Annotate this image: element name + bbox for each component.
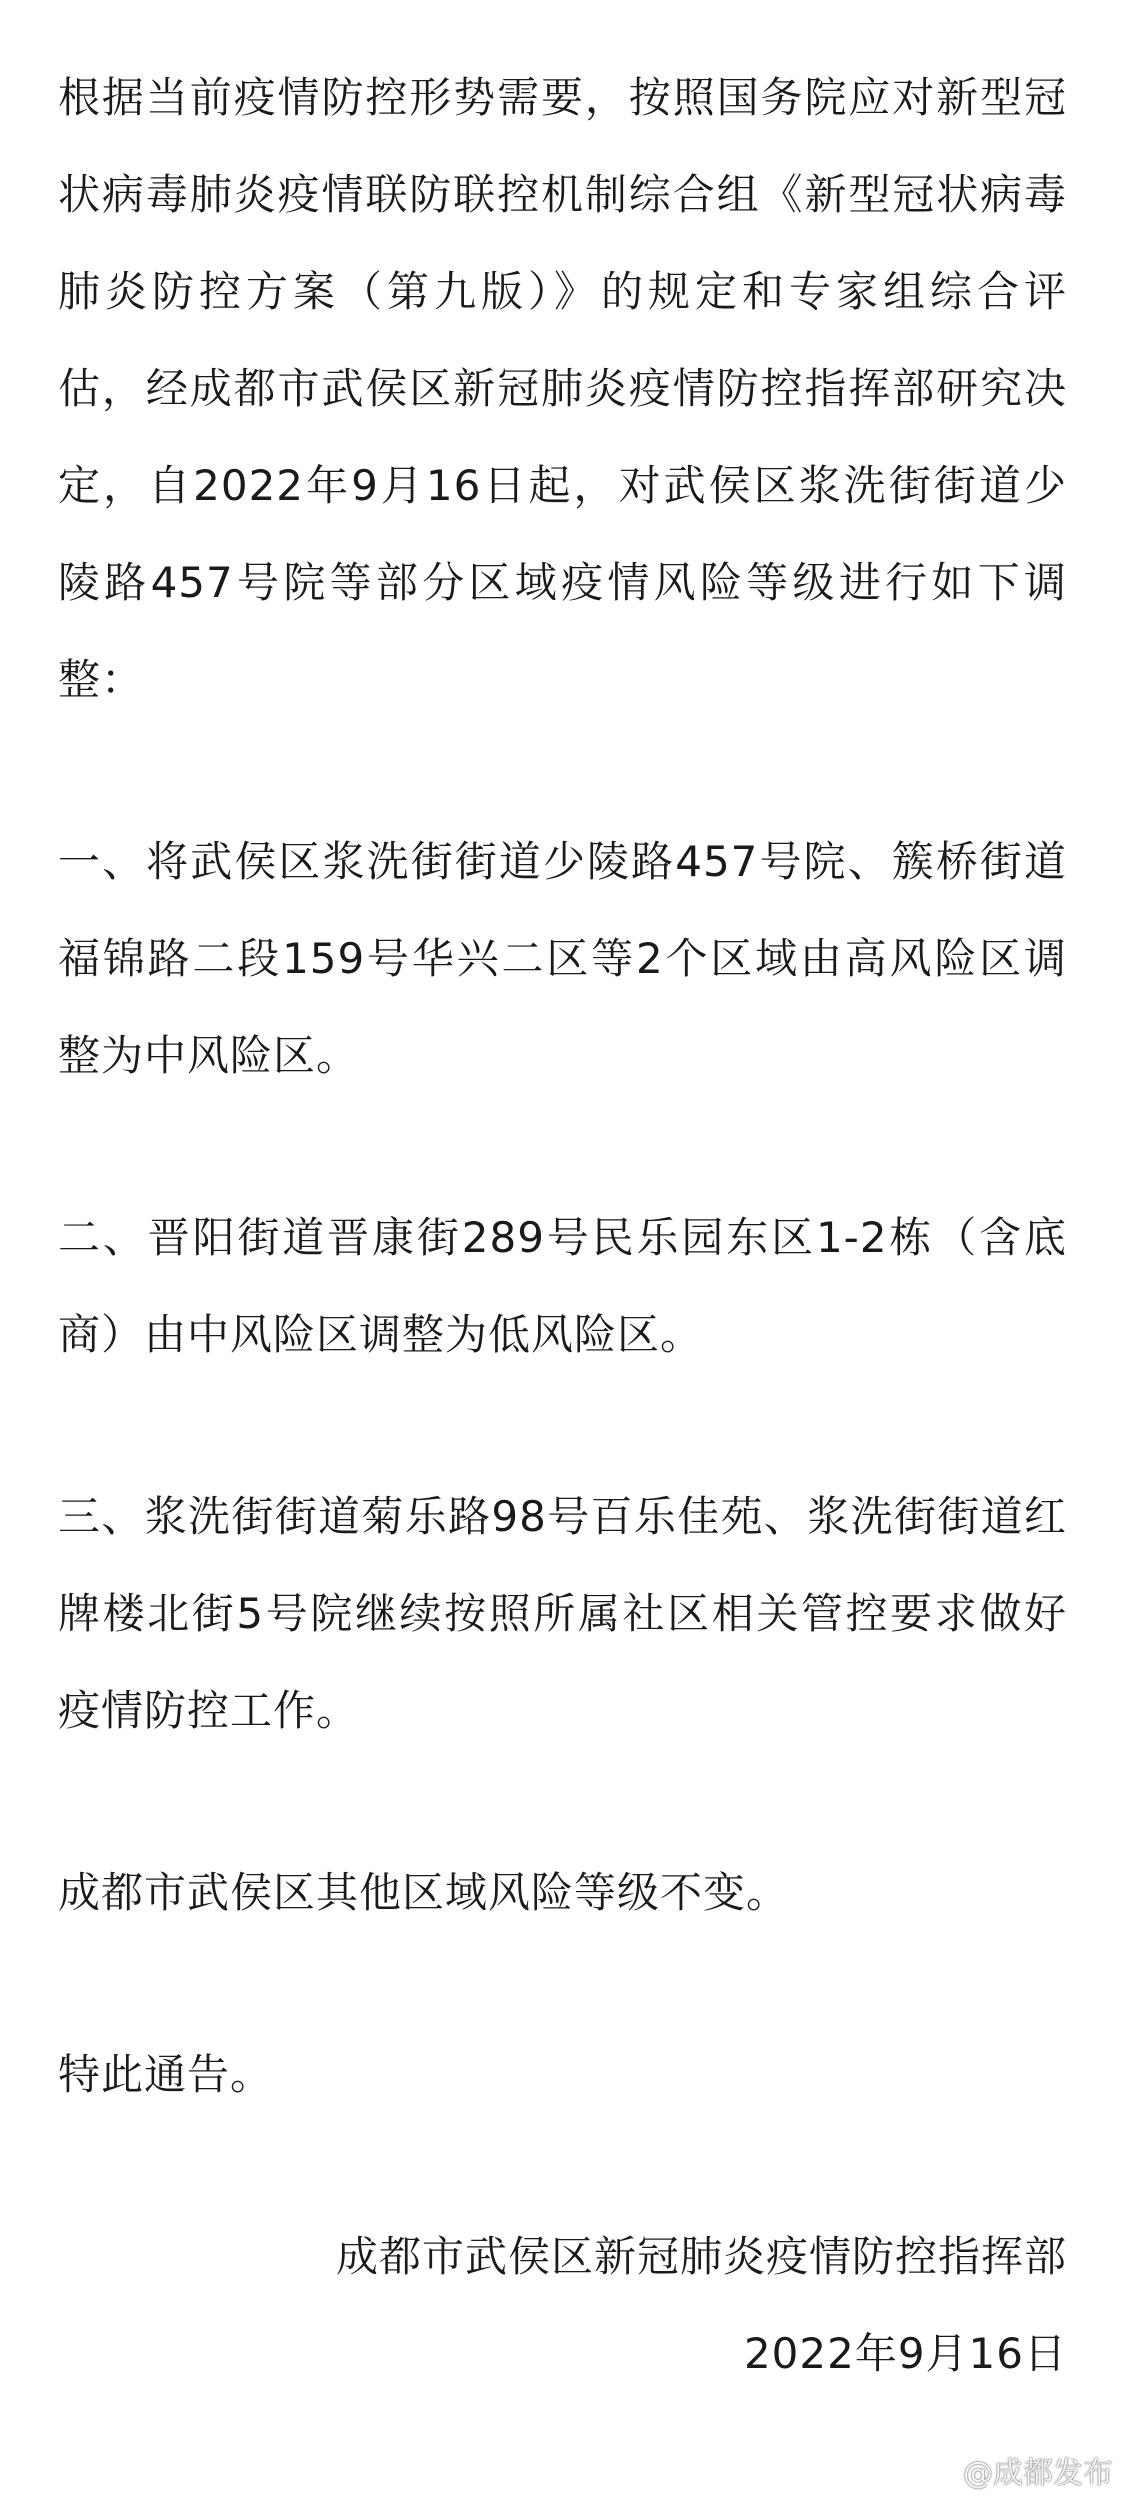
document-body	[58, 0, 1067, 2402]
other-areas-paragraph: 成都市武侯区其他区域风险等级不变。	[58, 1868, 790, 1917]
signature-date: 2022年9月16日	[743, 2329, 1067, 2378]
signature-org: 成都市武侯区新冠肺炎疫情防控指挥部	[335, 2232, 1067, 2281]
watermark-text: @成都发布	[963, 2456, 1113, 2491]
item-2-paragraph: 二、晋阳街道晋康街289号民乐园东区1-2栋（含底商）由中风险区调整为低风险区。	[58, 1213, 1067, 1359]
item-3-paragraph: 三、浆洗街街道菊乐路98号百乐佳苑、浆洗街街道红牌楼北街5号院继续按照所属社区相关管控要求做好疫情防控工作。	[58, 1492, 1067, 1735]
signature-block	[58, 2208, 1067, 2402]
closing-paragraph: 特此通告。	[58, 2050, 274, 2099]
watermark	[913, 2448, 1113, 2492]
weibo-icon	[913, 2452, 957, 2488]
item-1-paragraph: 一、将武侯区浆洗街街道少陵路457号院、簇桥街道福锦路二段159号华兴二区等2个区域由高风险区调整为中风险区。	[58, 837, 1067, 1080]
intro-paragraph: 根据当前疫情防控形势需要，按照国务院应对新型冠状病毒肺炎疫情联防联控机制综合组《新型冠状病毒肺炎防控方案（第九版）》的规定和专家组综合评估，经成都市武侯区新冠肺炎疫情防控指挥部研究决定，自2022年9月16日起，对武侯区浆洗街街道少陵路457号院等部分区域疫情风险等级进行如下调整：	[58, 73, 1067, 704]
